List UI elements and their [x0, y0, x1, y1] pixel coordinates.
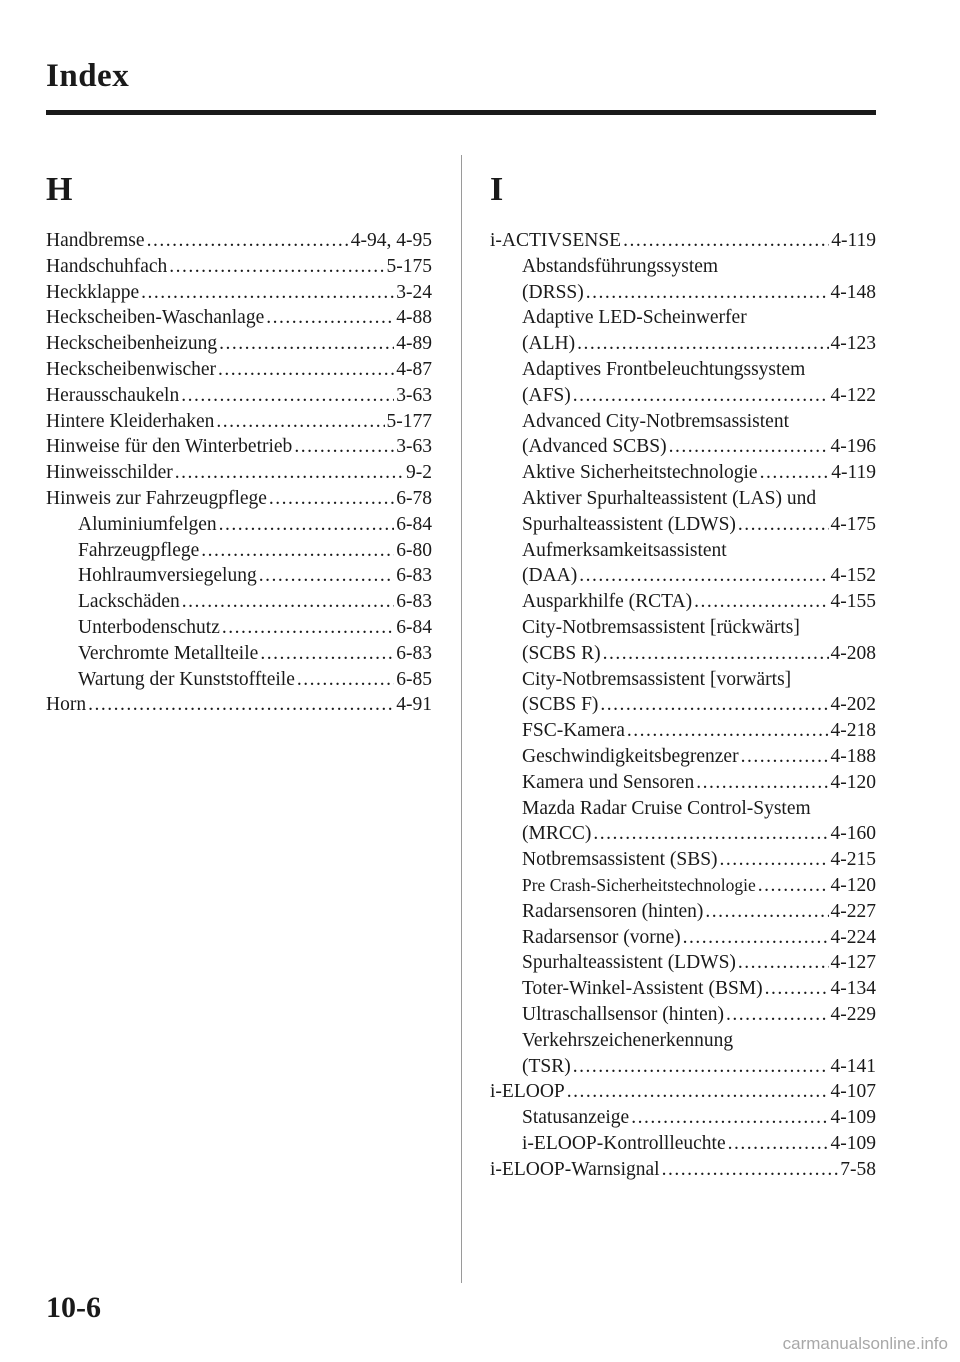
entry-label: Handbremse: [46, 230, 145, 251]
index-entry[interactable]: [46, 331, 432, 357]
entry-label: (DRSS): [522, 281, 584, 303]
entry-label: Horn: [46, 694, 87, 716]
dot-leader: [738, 950, 829, 976]
entry-page[interactable]: 4-134: [830, 978, 876, 1000]
entry-page[interactable]: 4-87: [396, 358, 432, 380]
entry-label-line1: Aktiver Spurhalteassistent (LAS) und: [522, 487, 817, 509]
entry-page[interactable]: 4-109: [830, 1107, 876, 1129]
dot-leader: [741, 744, 829, 770]
index-entry[interactable]: [46, 460, 432, 486]
entry-page[interactable]: 4-141: [830, 1055, 876, 1077]
index-subentry[interactable]: [46, 667, 432, 693]
entry-label-line1: City-Notbremsassistent [rückwärts]: [522, 616, 800, 638]
entry-label: Pre Crash-Sicherheitstechnologie: [522, 874, 756, 895]
index-entry[interactable]: [46, 305, 432, 331]
dot-leader: [579, 563, 828, 589]
entry-label: Wartung der Kunststoffteile: [78, 668, 295, 690]
header-rule: [46, 110, 876, 115]
entry-page[interactable]: 4-123: [830, 333, 876, 355]
dot-leader: [696, 770, 828, 796]
entry-label: Verchromte Metallteile: [78, 642, 259, 664]
entry-page[interactable]: 6-83: [396, 591, 432, 613]
entry-page[interactable]: 6-85: [396, 668, 432, 690]
entry-page[interactable]: 4-89: [396, 333, 432, 355]
dot-leader: [627, 718, 829, 744]
index-entry[interactable]: [490, 1157, 876, 1183]
dot-leader: [88, 692, 394, 718]
dot-leader: [147, 228, 349, 254]
entry-page[interactable]: 4-215: [830, 849, 876, 871]
dot-leader: [141, 280, 394, 306]
entry-page[interactable]: 4-119: [831, 230, 876, 251]
index-subentry[interactable]: [46, 615, 432, 641]
index-subentry[interactable]: [490, 1131, 876, 1157]
entry-label-line1: Adaptives Frontbeleuchtungssystem: [522, 358, 806, 380]
index-subentry[interactable]: [490, 847, 876, 873]
entry-label: Lackschäden: [78, 591, 180, 613]
dot-leader: [181, 383, 394, 409]
dot-leader: [577, 331, 828, 357]
entry-page[interactable]: 9-2: [406, 462, 432, 484]
index-entry[interactable]: [46, 692, 432, 718]
entry-page[interactable]: 4-227: [830, 900, 876, 922]
dot-leader: [728, 1131, 829, 1157]
dot-leader: [573, 383, 829, 409]
index-subentry[interactable]: [490, 950, 876, 976]
entry-label: (SCBS F): [522, 694, 599, 716]
entry-label-line1: City-Notbremsassistent [vorwärts]: [522, 668, 792, 690]
index-subentry[interactable]: [490, 331, 876, 357]
dot-leader: [683, 925, 829, 951]
entry-label: (TSR): [522, 1055, 571, 1077]
watermark: carmanualsonline.info: [782, 1334, 948, 1353]
dot-leader: [623, 228, 829, 254]
index-subentry[interactable]: [490, 460, 876, 486]
dot-leader: [201, 538, 394, 564]
dot-leader: [603, 641, 829, 667]
entry-page[interactable]: 4-91: [396, 694, 432, 716]
entry-page[interactable]: 4-120: [830, 771, 876, 793]
index-subentry[interactable]: [490, 1002, 876, 1028]
entry-label: (SCBS R): [522, 642, 601, 664]
entry-page[interactable]: 6-83: [396, 642, 432, 664]
dot-leader: [297, 667, 394, 693]
entry-page[interactable]: 6-78: [396, 487, 432, 509]
dot-leader: [720, 847, 829, 873]
index-subentry[interactable]: [490, 589, 876, 615]
entry-page[interactable]: 6-83: [396, 565, 432, 587]
entry-page[interactable]: 6-84: [396, 616, 432, 638]
entry-label: Hintere Kleiderhaken: [46, 410, 215, 432]
entry-label-line1: Adaptive LED-Scheinwerfer: [522, 307, 747, 329]
entry-label: (MRCC): [522, 823, 592, 845]
entry-page[interactable]: 4-188: [830, 745, 876, 767]
section-letter-h: H: [46, 171, 73, 208]
index-subentry[interactable]: [46, 563, 432, 589]
index-entry[interactable]: [46, 228, 432, 254]
index-subentry[interactable]: [46, 538, 432, 564]
dot-leader: [760, 460, 830, 486]
entry-page[interactable]: 4-119: [831, 462, 876, 484]
index-entry[interactable]: [490, 228, 876, 254]
entry-label: Hohlraumversiegelung: [78, 565, 257, 587]
entry-page[interactable]: 3-63: [396, 436, 432, 458]
dot-leader: [593, 821, 828, 847]
entry-page[interactable]: 4-120: [830, 874, 876, 896]
entry-label: Ultraschallsensor (hinten): [522, 1003, 724, 1025]
index-subentry[interactable]: [490, 641, 876, 667]
entry-label: Heckscheibenheizung: [46, 333, 218, 355]
dot-leader: [269, 486, 394, 512]
dot-leader: [758, 873, 829, 899]
entry-page[interactable]: 4-88: [396, 307, 432, 329]
entry-label: Aluminiumfelgen: [78, 513, 217, 535]
entry-label: Fahrzeugpflege: [78, 539, 200, 561]
dot-leader: [567, 1079, 829, 1105]
entry-page[interactable]: 5-177: [386, 410, 432, 432]
dot-leader: [216, 409, 384, 435]
entry-label: i-ELOOP: [490, 1081, 565, 1103]
dot-leader: [631, 1105, 828, 1131]
dot-leader: [222, 615, 394, 641]
entry-label: (ALH): [522, 333, 576, 355]
dot-leader: [726, 1002, 829, 1028]
index-subentry[interactable]: [46, 641, 432, 667]
entry-label: Toter-Winkel-Assistent (BSM): [522, 978, 763, 1000]
index-entry[interactable]: [46, 409, 432, 435]
index-subentry[interactable]: [490, 434, 876, 460]
entry-label: Geschwindigkeitsbegrenzer: [522, 745, 739, 767]
index-entry[interactable]: [46, 486, 432, 512]
entry-label-line1: Abstandsführungssystem: [522, 255, 719, 277]
index-subentry[interactable]: [490, 718, 876, 744]
index-entry[interactable]: [46, 383, 432, 409]
index-entry[interactable]: [46, 434, 432, 460]
entry-page[interactable]: 4-148: [830, 281, 876, 303]
section-i: [490, 170, 876, 1182]
entry-label: Kamera und Sensoren: [522, 771, 695, 793]
dot-leader: [694, 589, 828, 615]
index-subentry[interactable]: [490, 383, 876, 409]
index-subentry[interactable]: [490, 873, 876, 899]
index-subentry[interactable]: [490, 512, 876, 538]
index-subentry[interactable]: [490, 744, 876, 770]
entry-label: Radarsensoren (hinten): [522, 900, 704, 922]
dot-leader: [669, 434, 829, 460]
page-title: Index: [46, 58, 130, 94]
entry-label: i-ELOOP-Kontrollleuchte: [522, 1132, 726, 1154]
entry-label: i-ELOOP-Warnsignal: [490, 1158, 660, 1180]
entry-label: Heckscheibenwischer: [46, 358, 217, 380]
index-subentry[interactable]: [490, 1054, 876, 1080]
entry-page[interactable]: 4-229: [830, 1003, 876, 1025]
index-subentry[interactable]: [490, 976, 876, 1002]
entry-label: Radarsensor (vorne): [522, 926, 681, 948]
entry-page[interactable]: 4-152: [830, 565, 876, 587]
dot-leader: [260, 641, 394, 667]
entry-label: i-ACTIVSENSE: [490, 230, 622, 251]
dot-leader: [219, 331, 394, 357]
entry-page[interactable]: 7-58: [840, 1158, 876, 1180]
entry-page[interactable]: 4-224: [830, 926, 876, 948]
entry-page[interactable]: 4-218: [830, 720, 876, 742]
entry-page[interactable]: 4-155: [830, 591, 876, 613]
entry-label: (DAA): [522, 565, 578, 587]
entry-label: Herausschaukeln: [46, 384, 180, 406]
dot-leader: [600, 692, 828, 718]
entry-label-line1: Verkehrszeichenerkennung: [522, 1029, 734, 1051]
index-subentry[interactable]: [490, 899, 876, 925]
entry-label: Heckscheiben-Waschanlage: [46, 307, 265, 329]
entry-page[interactable]: 3-63: [396, 384, 432, 406]
entry-label: Spurhalteassistent (LDWS): [522, 952, 736, 974]
index-entry[interactable]: [46, 254, 432, 280]
entry-page[interactable]: 4-175: [830, 513, 876, 535]
entry-label-line1: Mazda Radar Cruise Control-System: [522, 797, 811, 819]
entry-page[interactable]: 4-208: [830, 642, 876, 664]
entry-page[interactable]: 5-175: [386, 255, 432, 277]
index-entry[interactable]: [490, 1079, 876, 1105]
dot-leader: [169, 254, 384, 280]
entry-page[interactable]: 6-84: [396, 513, 432, 535]
section-letter-i: I: [490, 171, 504, 208]
dot-leader: [218, 357, 394, 383]
dot-leader: [175, 460, 404, 486]
entry-page[interactable]: 4-122: [830, 384, 876, 406]
dot-leader: [219, 512, 395, 538]
dot-leader: [266, 305, 394, 331]
entry-label: FSC-Kamera: [522, 720, 625, 742]
index-subentry[interactable]: [46, 589, 432, 615]
index-subentry[interactable]: [490, 692, 876, 718]
dot-leader: [738, 512, 829, 538]
entry-label: Spurhalteassistent (LDWS): [522, 513, 736, 535]
entry-page[interactable]: 4-94, 4-95: [350, 230, 432, 251]
column-divider: [461, 155, 462, 1283]
entry-label: Unterbodenschutz: [78, 616, 220, 638]
entry-label: Ausparkhilfe (RCTA): [522, 591, 693, 613]
entry-label: Heckklappe: [46, 281, 140, 303]
entry-page[interactable]: 6-80: [396, 539, 432, 561]
index-subentry[interactable]: [490, 770, 876, 796]
entry-page[interactable]: 4-196: [830, 436, 876, 458]
dot-leader: [294, 434, 394, 460]
dot-leader: [182, 589, 394, 615]
index-subentry[interactable]: [490, 925, 876, 951]
dot-leader: [573, 1054, 829, 1080]
entry-label: (AFS): [522, 384, 571, 406]
entry-label: Aktive Sicherheitstechnologie: [522, 462, 758, 484]
entry-page[interactable]: 4-160: [830, 823, 876, 845]
entry-page[interactable]: 4-109: [830, 1132, 876, 1154]
dot-leader: [705, 899, 828, 925]
entry-label-line1: Aufmerksamkeitsassistent: [522, 539, 727, 561]
index-subentry[interactable]: [490, 821, 876, 847]
entry-label: (Advanced SCBS): [522, 436, 667, 458]
dot-leader: [662, 1157, 839, 1183]
dot-leader: [765, 976, 829, 1002]
entry-label: Handschuhfach: [46, 255, 168, 277]
entry-label-line1: Advanced City-Notbremsassistent: [522, 410, 789, 432]
entry-label: Hinweis zur Fahrzeugpflege: [46, 487, 267, 509]
dot-leader: [259, 563, 395, 589]
entry-label: Notbremsassistent (SBS): [522, 849, 718, 871]
index-entry[interactable]: [46, 280, 432, 306]
index-subentry[interactable]: [46, 512, 432, 538]
entry-label: Statusanzeige: [522, 1107, 630, 1129]
index-subentry[interactable]: [490, 563, 876, 589]
index-subentry[interactable]: [490, 280, 876, 306]
dot-leader: [586, 280, 829, 306]
index-subentry[interactable]: [490, 1105, 876, 1131]
entry-page[interactable]: 4-127: [830, 952, 876, 974]
entry-page[interactable]: 3-24: [396, 281, 432, 303]
page-number: 10-6: [46, 1291, 101, 1324]
entry-page[interactable]: 4-107: [830, 1081, 876, 1103]
entry-page[interactable]: 4-202: [830, 694, 876, 716]
index-entry[interactable]: [46, 357, 432, 383]
entry-label: Hinweise für den Winterbetrieb: [46, 436, 293, 458]
entry-label: Hinweisschilder: [46, 462, 173, 484]
section-h: [46, 170, 432, 718]
